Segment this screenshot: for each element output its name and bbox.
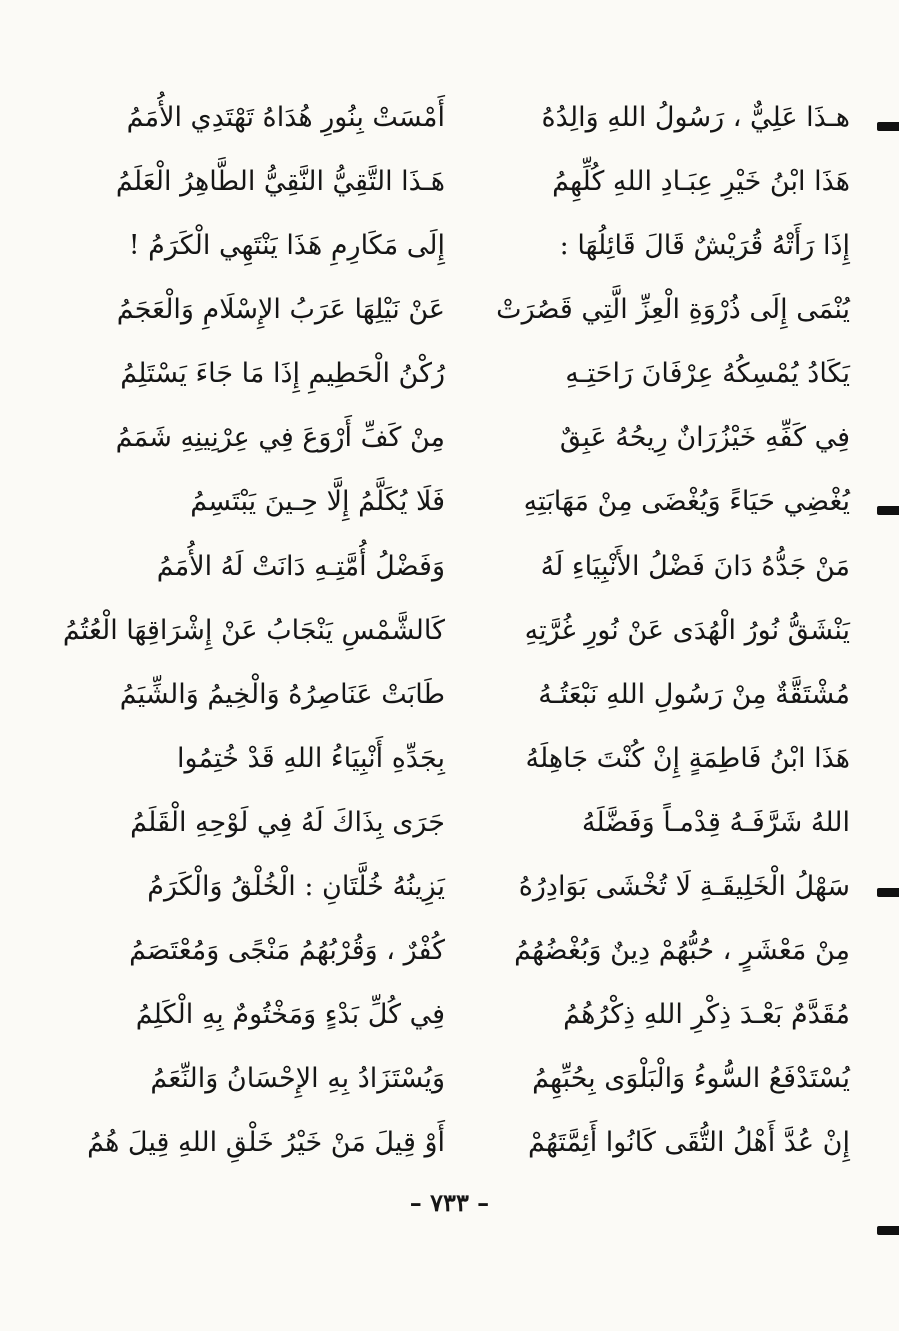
first-hemistich: يُنْمَى إِلَى ذُرْوَةِ الْعِزِّ الَّتِي قَصُرَتْ [496, 294, 850, 326]
first-hemistich: يُسْتَدْفَعُ السُّوءُ وَالْبَلْوَى بِحُبِّهِمُ [532, 1063, 850, 1095]
verse-line [110, 663, 850, 727]
page-number: – ٧٣٣ – [409, 1188, 490, 1217]
first-hemistich: مَنْ جَدُّهُ دَانَ فَضْلُ الأَنْبِيَاءِ لَهُ [540, 550, 850, 582]
first-hemistich: هـذَا عَلِيٌّ ، رَسُولُ اللهِ وَالِدُهُ [541, 101, 850, 133]
first-hemistich: اللهُ شَرَّفَـهُ قِدْمـاً وَفَضَّلَهُ [581, 806, 850, 838]
poem [62, 86, 850, 1176]
second-hemistich: كَالشَّمْسِ يَنْجَابُ عَنْ إِشْرَاقِهَا الْعُتُمُ [62, 614, 445, 646]
second-hemistich: وَيُسْتَزَادُ بِهِ الإِحْسَانُ وَالنِّعَمُ [150, 1063, 445, 1095]
second-hemistich: فَلَا يُكَلَّمُ إِلَّا حِـينَ يَبْتَسِمُ [190, 486, 445, 518]
verse-line [87, 1112, 850, 1176]
verse-line [110, 342, 850, 406]
second-hemistich: طَابَتْ عَنَاصِرُهُ وَالْخِيمُ وَالشِّيَمُ [119, 678, 445, 710]
verse-line [110, 1047, 850, 1111]
verse-line [110, 983, 850, 1047]
first-hemistich: يَنْشَقُّ نُورُ الْهُدَى عَنْ نُورِ غُرَّتِهِ [524, 614, 850, 646]
first-hemistich: مُقَدَّمٌ بَعْـدَ ذِكْرِ اللهِ ذِكْرُهُمُ [563, 999, 850, 1031]
first-hemistich: هَذَا ابْنُ خَيْرِ عِبَـادِ اللهِ كُلِّهِمُ [552, 165, 850, 197]
second-hemistich: إِلَى مَكَارِمِ هَذَا يَنْتَهِي الْكَرَمُ ! [128, 230, 445, 262]
second-hemistich: مِنْ كَفِّ أَرْوَعَ فِي عِرْنِينِهِ شَمَمُ [115, 422, 445, 454]
first-hemistich: سَهْلُ الْخَلِيقَـةِ لَا تُخْشَى بَوَادِرُهُ [518, 870, 850, 902]
second-hemistich: جَرَى بِذَاكَ لَهُ فِي لَوْحِهِ الْقَلَمُ [130, 806, 445, 838]
first-hemistich: إِذَا رَأَتْهُ قُرَيْشٌ قَالَ قَائِلُهَا : [559, 230, 850, 262]
verse-line [110, 150, 850, 214]
second-hemistich: عَنْ نَيْلِهَا عَرَبُ الإِسْلَامِ وَالْعَجَمُ [116, 294, 445, 326]
second-hemistich: يَزِينُهُ خُلَّتَانِ : الْخُلْقُ وَالْكَرَمُ [147, 870, 445, 902]
second-hemistich: فِي كُلِّ بَدْءٍ وَمَخْتُومٌ بِهِ الْكَلِمُ [135, 999, 445, 1031]
margin-mark [877, 1226, 899, 1235]
verse-line [62, 599, 850, 663]
verse-line [110, 278, 850, 342]
second-hemistich: رُكْنُ الْحَطِيمِ إِذَا مَا جَاءَ يَسْتَلِمُ [120, 358, 445, 390]
verse-line [110, 86, 850, 150]
verse-line [110, 855, 850, 919]
first-hemistich: فِي كَفِّهِ خَيْزُرَانٌ رِيحُهُ عَبِقٌ [559, 422, 850, 454]
second-hemistich: أَمْسَتْ بِنُورِ هُدَاهُ تَهْتَدِي الأُمَمُ [126, 101, 445, 133]
second-hemistich: هَـذَا التَّقِيُّ النَّقِيُّ الطَّاهِرُ الْعَلَمُ [115, 165, 445, 197]
first-hemistich: مِنْ مَعْشَرٍ ، حُبُّهُمْ دِينٌ وَبُغْضُهُمُ [514, 935, 850, 967]
margin-mark [877, 888, 899, 897]
second-hemistich: كُفْرٌ ، وَقُرْبُهُمُ مَنْجًى وَمُعْتَصَمُ [129, 935, 445, 967]
first-hemistich: إِنْ عُدَّ أَهْلُ التُّقَى كَانُوا أَئِمَّتَهُمْ [528, 1127, 850, 1159]
verse-line [110, 471, 850, 535]
verse-line [110, 406, 850, 470]
second-hemistich: أَوْ قِيلَ مَنْ خَيْرُ خَلْقِ اللهِ قِيلَ هُمُ [87, 1127, 445, 1159]
verse-line [110, 791, 850, 855]
second-hemistich: وَفَضْلُ أُمَّتِـهِ دَانَتْ لَهُ الأُمَمُ [156, 550, 445, 582]
first-hemistich: يُغْضِي حَيَاءً وَيُغْضَى مِنْ مَهَابَتِهِ [523, 486, 850, 518]
second-hemistich: بِجَدِّهِ أَنْبِيَاءُ اللهِ قَدْ خُتِمُوا [177, 742, 445, 774]
first-hemistich: مُشْتَقَّةٌ مِنْ رَسُولِ اللهِ نَبْعَتُـهُ [538, 678, 850, 710]
verse-line [110, 727, 850, 791]
margin-mark [877, 122, 899, 131]
verse-line [110, 214, 850, 278]
first-hemistich: هَذَا ابْنُ فَاطِمَةٍ إِنْ كُنْتَ جَاهِلَهُ [525, 742, 850, 774]
verse-line [110, 919, 850, 983]
first-hemistich: يَكَادُ يُمْسِكُهُ عِرْفَانَ رَاحَتِـهِ [565, 358, 850, 390]
verse-line [110, 535, 850, 599]
margin-mark [877, 506, 899, 515]
